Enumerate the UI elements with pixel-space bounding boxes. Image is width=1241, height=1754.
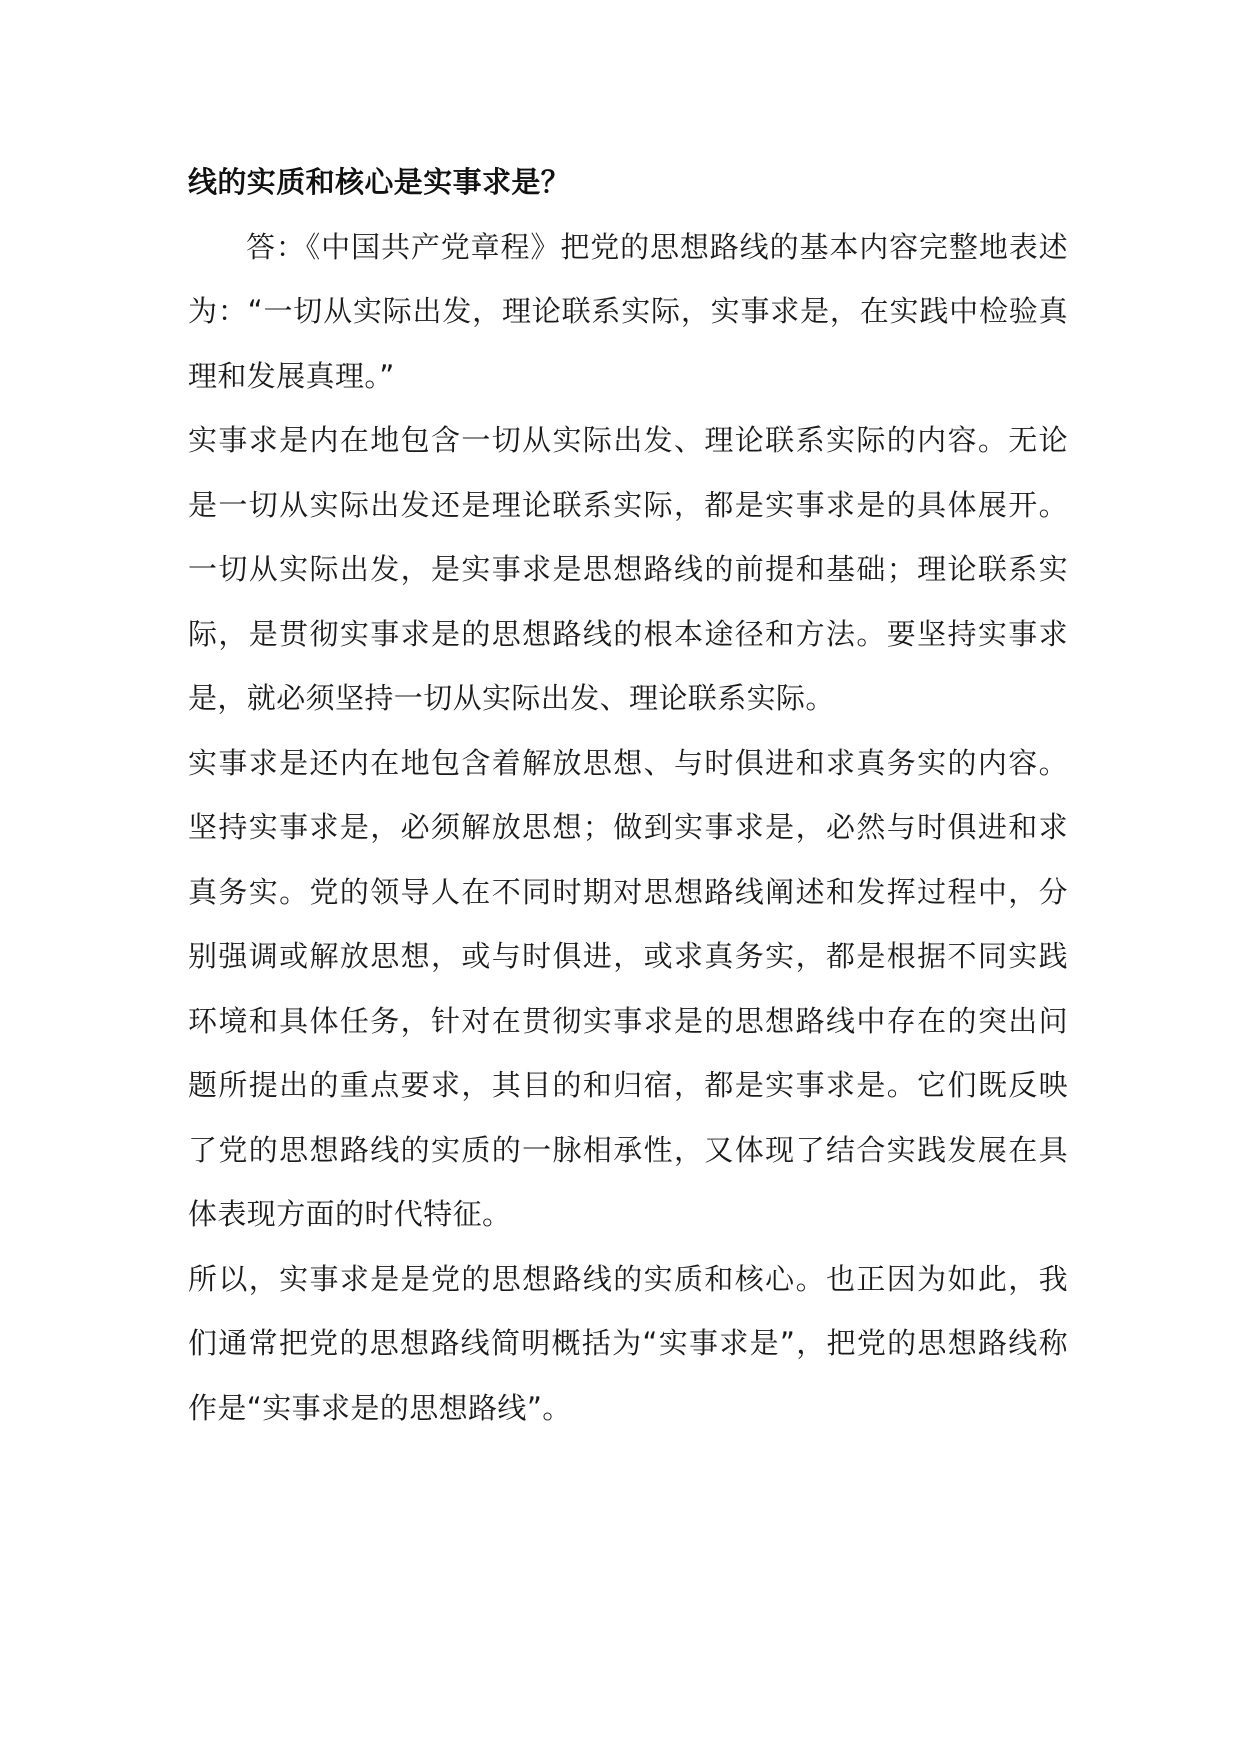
body-paragraph-2: 实事求是还内在地包含着解放思想、与时俱进和求真务实的内容。坚持实事求是，必须解放思想；做到实事求是，必然与时俱进和求真务实。党的领导人在不同时期对思想路线阐述和发挥过程中，分别强调或解放思想，或与时俱进，或求真务实，都是根据不同实践环境和具体任务，针对在贯彻实事求是的思想路线中存在的突出问题所提出的重点要求，其目的和归宿，都是实事求是。它们既反映了党的思想路线的实质的一脉相承性，又体现了结合实践发展在具体表现方面的时代特征。	[188, 745, 1068, 1231]
conclusion-paragraph: 所以，实事求是是党的思想路线的实质和核心。也正因为如此，我们通常把党的思想路线简明概括为“实事求是”，把党的思想路线称作是“实事求是的思想路线”。	[188, 1261, 1068, 1425]
document-body	[188, 150, 1068, 1440]
body-paragraph-1: 实事求是内在地包含一切从实际出发、理论联系实际的内容。无论是一切从实际出发还是理论联系实际，都是实事求是的具体展开。一切从实际出发，是实事求是思想路线的前提和基础；理论联系实际，是贯彻实事求是的思想路线的根本途径和方法。要坚持实事求是，就必须坚持一切从实际出发、理论联系实际。	[188, 423, 1068, 715]
answer-paragraph: 答：《中国共产党章程》把党的思想路线的基本内容完整地表述为：“一切从实际出发，理论联系实际，实事求是，在实践中检验真理和发展真理。”	[188, 229, 1068, 393]
question-heading: 线的实质和核心是实事求是？	[188, 165, 571, 199]
